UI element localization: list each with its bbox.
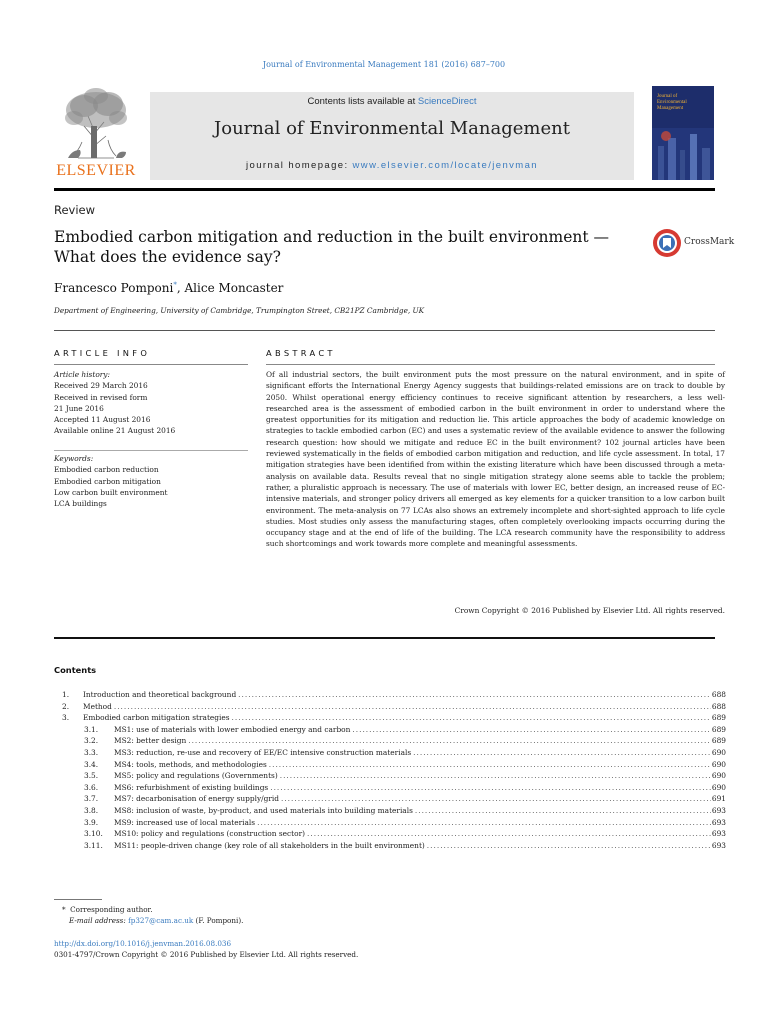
abstract-rule (266, 364, 715, 365)
toc-entry-label[interactable]: Introduction and theoretical background (83, 690, 237, 699)
toc-entry-label[interactable]: Method (83, 701, 112, 711)
author-email-link[interactable]: fp327@cam.ac.uk (128, 916, 194, 925)
footnote-marker: * (62, 905, 66, 914)
toc-leader-dots (280, 771, 711, 780)
doi-link[interactable]: http://dx.doi.org/10.1016/j.jenvman.2016.08.036 (54, 939, 232, 948)
article-title (54, 227, 644, 267)
keyword: Embodied carbon mitigation (54, 476, 161, 486)
toc-entry-page[interactable]: 693 (711, 840, 726, 850)
footnote-rule (54, 899, 102, 900)
article-history (54, 369, 248, 437)
toc-entry-line (83, 713, 726, 722)
keywords-label: Keywords: (54, 454, 94, 463)
toc-entry-line (114, 725, 726, 734)
keyword: Embodied carbon reduction (54, 465, 159, 475)
toc-leader-dots (269, 760, 711, 769)
toc-entry-page[interactable]: 689 (711, 713, 726, 723)
toc-entry[interactable] (54, 713, 726, 725)
table-of-contents (54, 690, 726, 852)
toc-entry-page[interactable]: 693 (711, 817, 726, 827)
toc-leader-dots (270, 783, 711, 792)
toc-entry[interactable] (54, 702, 726, 714)
toc-entry-number: 3. (62, 713, 70, 723)
article-title-line: Embodied carbon mitigation and reduction in the built environment — (54, 228, 610, 246)
toc-entry-page[interactable]: 689 (711, 724, 726, 734)
toc-entry-label[interactable]: MS2: better design (114, 736, 187, 746)
footnote (62, 904, 243, 926)
cover-title-line: Journal of (657, 94, 678, 99)
toc-leader-dots (413, 748, 711, 757)
history-entry: Received 29 March 2016 (54, 381, 148, 391)
keyword: Low carbon built environment (54, 487, 168, 497)
abstract-copyright: Crown Copyright © 2016 Published by Elsevier Ltd. All rights reserved. (454, 606, 725, 615)
toc-entry-number: 1. (62, 690, 70, 699)
toc-entry-page[interactable]: 693 (711, 829, 726, 839)
toc-entry[interactable] (54, 794, 726, 806)
toc-entry-line (83, 690, 726, 699)
toc-entry-page[interactable]: 693 (711, 805, 726, 815)
toc-entry-label[interactable]: MS5: policy and regulations (Governments) (114, 771, 278, 781)
article-history-label: Article history: (54, 370, 110, 379)
toc-entry[interactable] (54, 771, 726, 783)
toc-entry[interactable] (54, 725, 726, 737)
toc-entry-number: 3.10. (84, 829, 103, 839)
toc-entry-number: 3.3. (84, 747, 99, 757)
toc-entry[interactable] (54, 783, 726, 795)
toc-entry-line (114, 748, 726, 757)
article-info-rule (54, 364, 248, 365)
issn-copyright: 0301-4797/Crown Copyright © 2016 Published by Elsevier Ltd. All rights reserved. (54, 950, 359, 959)
elsevier-tree-icon (58, 86, 134, 160)
abstract-text: Of all industrial sectors, the built environment puts the most pressure on the natural environment, and in spite of significant efforts the International Energy Agency suggests that buildings-related emissions are on track to double by 2050. Whilst operational energy efficiency continues to receive significant attention by researchers, a less well-researched area is the assessment of embodied carbon in the built environment in order to understand where the greatest opportunities for its mitigation and reduction lie. This article approaches the body of academic knowledge on strategies to tackle embodied carbon (EC) and uses a systematic review of the available evidence to answer the following research question: how should we mitigate and reduce EC in the built environment? 102 journal articles have been reviewed systematically in the fields of embodied carbon mitigation and reduction, and life cycle assessment. In total, 17 mitigation strategies have been identified from within the existing literature which have been discussed through a meta-analysis on available data. Results reveal that no single mitigation strategy alone seems able to tackle the problem; rather, a pluralistic approach is necessary. The use of materials with lower EC, better design, an increased reuse of EC-intensive materials, and stronger policy drivers all emerged as key elements for a quicker transition to a low carbon built environment. The meta-analysis on 77 LCAs also shows an extremely incomplete and short-sighted approach to life cycle studies. Most studies only assess the manufacturing stages, often completely overlooking impacts occurring during the occupancy stage and at the end of life of the building. The LCA research community have the responsibility to address such shortcomings and work towards more complete and meaningful assessments. (266, 370, 725, 549)
toc-entry-number: 3.8. (84, 805, 99, 815)
toc-entry-number: 3.9. (84, 817, 99, 827)
toc-entry-line (114, 794, 726, 803)
cover-title-line: Environmental (657, 100, 687, 105)
toc-entry-number: 3.1. (84, 724, 99, 734)
toc-entry-line (114, 771, 726, 780)
toc-entry-line (114, 760, 726, 769)
history-entry: Received in revised form (54, 392, 148, 402)
toc-leader-dots (307, 829, 711, 838)
toc-entry-number: 3.7. (84, 794, 99, 804)
toc-entry-page[interactable]: 689 (711, 736, 726, 746)
doi-block (54, 938, 358, 960)
article-info-heading: ARTICLE INFO (54, 348, 151, 358)
history-entry: Available online 21 August 2016 (54, 426, 176, 436)
cover-title (657, 94, 710, 112)
toc-entry-label[interactable]: MS1: use of materials with lower embodied energy and carbon (114, 724, 351, 734)
toc-entry-label[interactable]: MS10: policy and regulations (construction sector) (114, 829, 306, 839)
author-separator: , (176, 281, 185, 295)
toc-leader-dots (238, 690, 711, 699)
toc-entry-label[interactable]: Embodied carbon mitigation strategies (83, 713, 230, 723)
toc-entry[interactable] (54, 760, 726, 772)
header-rule (54, 188, 715, 191)
toc-entry[interactable] (54, 841, 726, 853)
toc-entry-number: 3.5. (84, 771, 99, 781)
publisher-name: ELSEVIER (56, 162, 136, 179)
toc-entry-line (114, 806, 726, 815)
keyword: LCA buildings (54, 499, 107, 509)
toc-entry-label[interactable]: MS7: decarbonisation of energy supply/grid (114, 794, 279, 804)
toc-entry-label[interactable]: MS11: people-driven change (key role of all stakeholders in the built environment) (114, 840, 425, 850)
toc-entry[interactable] (54, 736, 726, 748)
toc-entry-page[interactable]: 690 (711, 771, 726, 781)
toc-entry-label[interactable]: MS3: reduction, re-use and recovery of EE/EC intensive construction materials (114, 747, 412, 757)
toc-leader-dots (232, 713, 711, 722)
contents-available-line (150, 96, 634, 107)
toc-entry-page[interactable]: 688 (711, 701, 726, 711)
history-entry: Accepted 11 August 2016 (54, 415, 151, 425)
toc-entry-number: 3.4. (84, 759, 99, 769)
article-type: Review (54, 203, 96, 217)
homepage-prefix: journal homepage: (246, 160, 353, 171)
toc-entry-page[interactable]: 691 (711, 794, 726, 804)
abstract-heading: ABSTRACT (266, 348, 336, 358)
toc-entry-number: 3.2. (84, 736, 99, 746)
keywords (54, 453, 248, 509)
toc-entry-label[interactable]: MS9: increased use of local materials (114, 817, 256, 827)
cover-image (652, 128, 714, 180)
homepage-link[interactable]: www.elsevier.com/locate/jenvman (352, 160, 538, 171)
toc-entry[interactable] (54, 806, 726, 818)
toc-entry-page[interactable]: 690 (711, 747, 726, 757)
email-label: E-mail address: (69, 916, 126, 925)
journal-header (54, 86, 714, 186)
toc-entry-line (83, 702, 726, 711)
elsevier-logo[interactable] (54, 86, 138, 182)
crossmark-icon (652, 228, 682, 258)
journal-homepage-line (150, 160, 634, 171)
toc-entry-number: 2. (62, 701, 70, 711)
toc-entry-label[interactable]: MS8: inclusion of waste, by-product, and used materials into building materials (114, 805, 413, 815)
author-name[interactable]: Alice Moncaster (184, 281, 284, 295)
toc-entry-page[interactable]: 690 (711, 759, 726, 769)
toc-entry-line (114, 829, 726, 838)
article-info-divider (54, 450, 248, 451)
toc-entry[interactable] (54, 690, 726, 702)
toc-entry-line (114, 736, 726, 745)
journal-title: Journal of Environmental Management (214, 118, 570, 139)
crossmark-badge[interactable] (652, 228, 742, 258)
front-matter-rule (54, 330, 715, 331)
author-list (54, 281, 283, 295)
email-suffix: (F. Pomponi). (193, 916, 244, 925)
masthead (150, 92, 634, 180)
sciencedirect-link[interactable]: ScienceDirect (417, 96, 477, 107)
toc-leader-dots (281, 794, 711, 803)
toc-entry-label[interactable]: MS6: refurbishment of existing buildings (114, 782, 269, 792)
toc-entry-number: 3.6. (84, 782, 99, 792)
toc-entry-line (114, 783, 726, 792)
toc-entry[interactable] (54, 829, 726, 841)
toc-leader-dots (257, 818, 711, 827)
contents-prefix: Contents lists available at (307, 96, 418, 107)
toc-leader-dots (415, 806, 711, 815)
toc-entry-line (114, 841, 726, 850)
cover-title-line: Management (657, 106, 684, 111)
journal-reference[interactable]: Journal of Environmental Management 181 (2016) 687–700 (262, 60, 506, 69)
toc-entry-number: 3.11. (84, 840, 103, 850)
toc-entry-label[interactable]: MS4: tools, methods, and methodologies (114, 759, 267, 769)
corresponding-author-marker[interactable]: * (173, 281, 177, 289)
toc-entry[interactable] (54, 818, 726, 830)
toc-leader-dots (352, 725, 711, 734)
history-entry: 21 June 2016 (54, 403, 104, 413)
contents-heading: Contents (54, 665, 97, 675)
toc-leader-dots (427, 841, 711, 850)
article-title-line: What does the evidence say? (54, 248, 281, 266)
toc-leader-dots (114, 702, 711, 711)
journal-cover-thumbnail[interactable] (652, 86, 714, 180)
toc-entry-page[interactable]: 688 (711, 690, 726, 699)
toc-entry[interactable] (54, 748, 726, 760)
author-name[interactable]: Francesco Pomponi (54, 281, 174, 295)
footnote-text: Corresponding author. (70, 905, 153, 914)
crossmark-label: CrossMark (684, 237, 735, 247)
affiliation: Department of Engineering, University of Cambridge, Trumpington Street, CB21PZ Cambridge, UK (54, 306, 425, 315)
toc-entry-page[interactable]: 690 (711, 782, 726, 792)
section-rule (54, 637, 715, 639)
toc-leader-dots (188, 736, 711, 745)
toc-entry-line (114, 818, 726, 827)
